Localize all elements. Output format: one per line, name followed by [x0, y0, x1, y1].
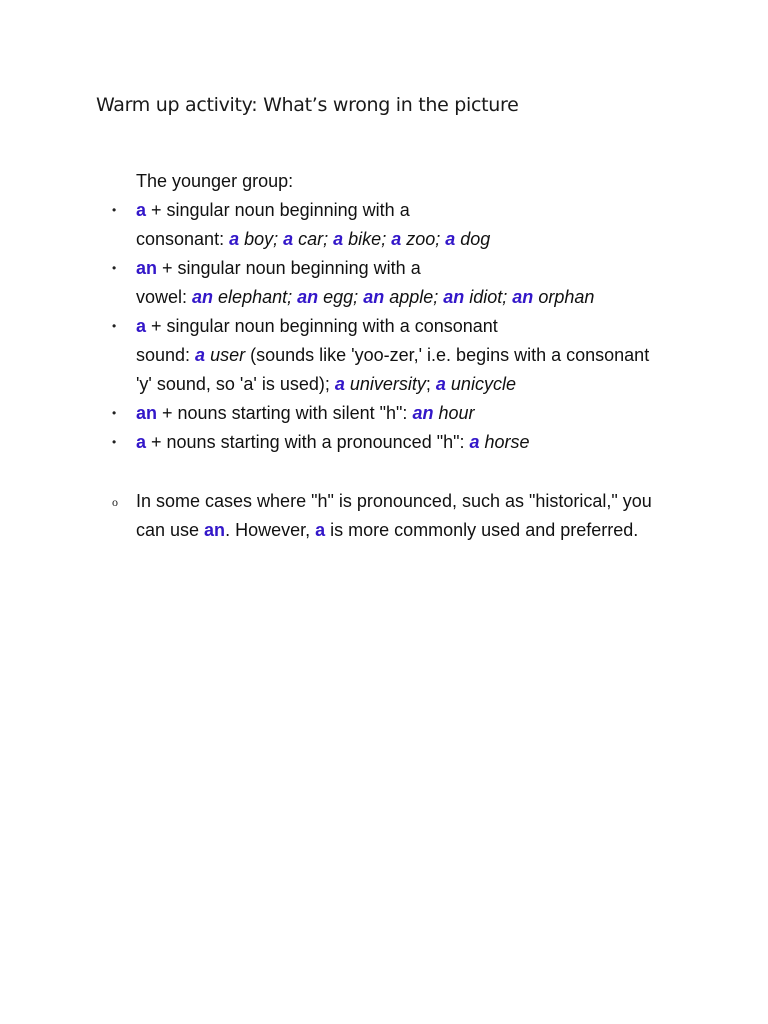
article: an — [136, 403, 158, 423]
example-article: an — [412, 403, 434, 423]
rule-text: + nouns starting with a pronounced "h": — [146, 432, 470, 452]
explanation-text: 'y' sound, so 'a' is used); — [136, 374, 335, 394]
bullet-icon: • — [112, 406, 117, 420]
example-article: an — [297, 287, 319, 307]
rule-line — [136, 312, 666, 341]
list-item — [0, 196, 666, 254]
note-line: In some cases where "h" is pronounced, such as "historical," you — [136, 491, 652, 511]
article: a — [136, 432, 147, 452]
rule-line — [136, 196, 666, 225]
rule-text: + singular noun beginning with a — [146, 200, 410, 220]
examples-line — [136, 225, 666, 254]
rule-text: + singular noun beginning with a — [157, 258, 421, 278]
rule-text: + nouns starting with silent "h": — [157, 403, 413, 423]
article: a — [136, 316, 147, 336]
rule-line — [136, 399, 666, 428]
explanation-text: (sounds like 'yoo-zer,' i.e. begins with a consonant — [245, 345, 650, 365]
example-word: dog — [455, 229, 491, 249]
example-article: a — [334, 374, 345, 394]
example-article: a — [229, 229, 240, 249]
example-word: hour — [433, 403, 475, 423]
rule-line — [136, 428, 666, 457]
note-text: is more commonly used and preferred. — [325, 520, 639, 540]
example-word: boy; — [239, 229, 284, 249]
bullet-icon: • — [112, 261, 117, 275]
list-item — [0, 399, 666, 428]
example-word: egg; — [318, 287, 364, 307]
note-text: can use — [136, 520, 205, 540]
example-article: a — [333, 229, 344, 249]
example-word: bike; — [343, 229, 392, 249]
example-article: a — [469, 432, 480, 452]
rule-label: sound: — [136, 345, 196, 365]
note-block — [0, 487, 768, 545]
article: an — [136, 258, 158, 278]
examples-line — [136, 283, 666, 312]
page-title: Warm up activity: What’s wrong in the picture — [96, 94, 519, 116]
example-article: a — [283, 229, 294, 249]
example-word: university — [344, 374, 426, 394]
examples-line — [136, 341, 666, 370]
example-word: horse — [479, 432, 530, 452]
example-article: an — [512, 287, 534, 307]
example-article: a — [445, 229, 456, 249]
example-article: a — [435, 374, 446, 394]
bullet-icon: • — [112, 435, 117, 449]
example-word: orphan — [533, 287, 595, 307]
note-line — [136, 516, 666, 545]
examples-line — [136, 370, 666, 399]
rule-label: vowel: — [136, 287, 193, 307]
example-word: elephant; — [213, 287, 298, 307]
bullet-icon: • — [112, 203, 117, 217]
example-article: an — [363, 287, 385, 307]
example-article: a — [195, 345, 206, 365]
intro-text: The younger group: — [136, 171, 294, 191]
example-article: an — [192, 287, 214, 307]
article: an — [204, 520, 226, 540]
example-word: idiot; — [464, 287, 513, 307]
rule-label: consonant: — [136, 229, 230, 249]
note-text: . However, — [225, 520, 316, 540]
rule-line — [136, 254, 666, 283]
example-word: user — [205, 345, 246, 365]
sub-bullet-icon: o — [112, 495, 118, 509]
example-word: car; — [293, 229, 334, 249]
article: a — [136, 200, 147, 220]
list-item — [0, 428, 666, 457]
example-article: a — [391, 229, 402, 249]
example-word: apple; — [384, 287, 444, 307]
article: a — [315, 520, 326, 540]
example-word: unicycle — [445, 374, 516, 394]
list-item — [0, 312, 666, 399]
rules-list — [0, 196, 768, 457]
rule-text: + singular noun beginning with a consonant — [146, 316, 498, 336]
note-item — [0, 487, 666, 545]
bullet-icon: • — [112, 319, 117, 333]
example-word: zoo; — [401, 229, 446, 249]
example-article: an — [443, 287, 465, 307]
list-item — [0, 254, 666, 312]
separator-text: ; — [425, 374, 436, 394]
